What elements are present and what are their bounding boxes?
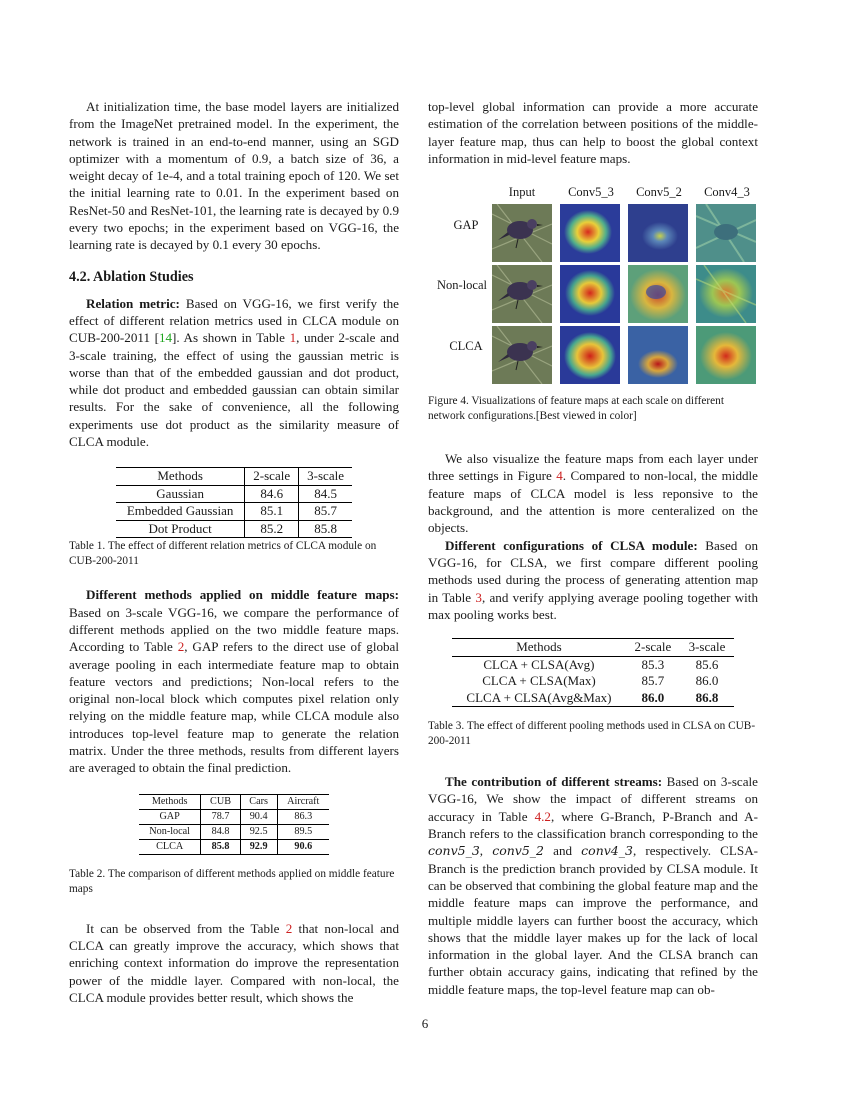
- paragraph-observation: It can be observed from the Table 2 that non-local and CLCA can greatly improve the accuracy, which shows that enriching context information do improve the representation power of the middle layer. Compared with non-local, the CLCA module provides better result, which shows the: [69, 920, 400, 1005]
- paragraph-relation-metric: Relation metric: Based on VGG-16, we first verify the effect of different relation metrics used in CLCA module on CUB-200-2011 [14]. As shown in Table 1, under 2-scale and 3-scale training, the effect of using the gaussian metric is worse than that of the embedded gaussian and dot product, while dot product and embedded gaussian can obtain similar results. For the sake of convenience, all the following experiments use dot product as the similarity measure of CLCA module.: [69, 295, 399, 450]
- paragraph-clsa-config: Different configurations of CLSA module: Based on VGG-16, for CLSA, we first compare different pooling methods used during the process of generating attention map in Table 3, and verify applying average pooling together with max pooling works best.: [428, 537, 758, 622]
- conv5-3-heatmap-nonlocal: [560, 265, 620, 323]
- bird-input-image: [492, 265, 552, 323]
- left-column: [69, 98, 399, 1006]
- figure-column-header: Conv5_3: [568, 185, 614, 200]
- table-1-caption: Table 1. The effect of different relation metrics of CLCA module on CUB-200-2011: [69, 540, 377, 568]
- table-1: [116, 467, 352, 538]
- conv5-2-heatmap-nonlocal: [628, 265, 688, 323]
- table-link[interactable]: 1: [289, 330, 297, 346]
- run-in-heading: Different methods applied on middle feature maps:: [86, 587, 399, 603]
- conv4-3-heatmap-clca: [696, 326, 756, 384]
- paragraph-continuation: top-level global information can provide a more accurate estimation of the correlation between positions of the middle-layer feature map, thus can help to boost the global context information in mid-level feature maps.: [428, 99, 758, 166]
- table-row: Non-local 84.8 92.5 89.5: [139, 824, 329, 839]
- run-in-heading: The contribution of different streams:: [445, 774, 663, 790]
- table-row: Dot Product 85.2 85.8: [116, 520, 352, 538]
- figure-column-header: Conv5_2: [636, 185, 682, 200]
- table-link[interactable]: 2: [177, 639, 185, 655]
- table-header: Methods: [516, 639, 562, 655]
- table-header: Aircraft: [287, 795, 320, 807]
- run-in-heading: Different configurations of CLSA module:: [445, 537, 698, 553]
- bird-input-image: [492, 326, 552, 384]
- table-2-caption: Table 2. The comparison of different methods applied on middle feature maps: [69, 867, 395, 895]
- bird-input-image: [492, 204, 552, 262]
- table-row: GAP 78.7 90.4 86.3: [139, 809, 329, 824]
- table-row: CLCA 85.8 92.9 90.6: [139, 839, 329, 854]
- run-in-heading: Relation metric:: [86, 295, 180, 311]
- table-link[interactable]: 4.2: [534, 808, 551, 824]
- figure-4-caption: Figure 4. Visualizations of feature maps at each scale on different network configurations.[Best viewed in color]: [428, 395, 724, 423]
- table-row: CLCA + CLSA(Max) 85.7 86.0: [482, 673, 719, 689]
- conv5-2-heatmap-clca: [628, 326, 688, 384]
- figure-row-label: Non-local: [437, 278, 487, 293]
- conv4-3-heatmap-gap: [696, 204, 756, 262]
- conv5-3-heatmap-gap: [560, 204, 620, 262]
- table-header: Cars: [240, 794, 277, 809]
- right-column: [428, 98, 758, 998]
- table-2: [139, 794, 329, 855]
- figure-column-header: Input: [508, 185, 536, 200]
- figure-column-header: Conv4_3: [704, 185, 750, 200]
- table-header: 3-scale: [688, 639, 726, 655]
- table-row: CLCA + CLSA(Avg) 85.3 85.6: [483, 656, 719, 672]
- table-header: 2-scale: [245, 468, 299, 486]
- table-row: Gaussian 84.6 84.5: [116, 485, 352, 503]
- table-header: Methods: [116, 468, 245, 486]
- paragraph-visualize: We also visualize the feature maps from each layer under three settings in Figure 4. Compared to non-local, the middle feature maps of CLCA model is less reponsive to the background, and the attention is more centeralized on the objects.: [428, 451, 758, 536]
- figure-row-label: CLCA: [449, 339, 483, 354]
- table-link[interactable]: 2: [285, 920, 293, 936]
- paragraph-streams: The contribution of different streams: Based on 3-scale VGG-16, We show the impact of different streams on accuracy in Table 4.2, where G-Branch, P-Branch and A-Branch refers to the classification branch corresponding to the conv5_3, conv5_2 and conv4_3, respectively. CLSA-Branch is the prediction branch provided by CLSA module. It can be observed that combining the global feature map and the middle feature maps can improve the performance, and multiple middle layers can further boost the accuracy, which shows that the middle layer makes up for the lack of local information in the global layer. And the CLSA branch can further obtain accuracy gains, indicating that refined by the middle feature maps, the top-level feature map can ob-: [428, 774, 759, 997]
- table-header: CUB: [201, 794, 240, 809]
- page-number: 6: [421, 1016, 429, 1031]
- table-3-caption: Table 3. The effect of different pooling methods used in CLSA on CUB-200-2011: [428, 720, 756, 748]
- table-row: Embedded Gaussian 85.1 85.7: [116, 503, 352, 521]
- conv4-3-heatmap-nonlocal: [696, 265, 756, 323]
- figure-4: [428, 185, 758, 403]
- paragraph-initialization: At initialization time, the base model layers are initialized from the ImageNet pretrained model. In the experiment, the network is trained in an end-to-end manner, using an SGD optimizer with a momentum of 0.9, a batch size of 36, a weight decay of 1e-4, and a total training epoch of 120. We set the initial learning rate to 0.01. In the experiment based on ResNet-50 and ResNet-101, the learning rate is decayed by 0.9 every two epochs; in the experiment based on VGG-16, the learning rate is decayed by 0.1 every 30 epochs.: [69, 99, 399, 253]
- citation-link[interactable]: 14: [158, 330, 173, 346]
- table-3: [452, 638, 734, 707]
- figure-link[interactable]: 4: [556, 468, 563, 484]
- table-header: 3-scale: [307, 468, 344, 484]
- conv5-2-heatmap-gap: [628, 204, 688, 262]
- table-header: 2-scale: [634, 639, 672, 655]
- section-title-ablation: 4.2. Ablation Studies: [69, 268, 194, 285]
- conv5-3-heatmap-clca: [560, 326, 620, 384]
- table-header: Methods: [139, 794, 201, 809]
- paragraph-middle-methods: Different methods applied on middle feature maps: Based on 3-scale VGG-16, we compare the performance of different methods applied on the two middle feature maps. According to Table 2, GAP refers to the direct use of global average pooling in each intermediate feature map to obtain feature vectors and predictions; Non-local refers to the original non-local block which computes pixel relation only relying on the middle feature map, while CLCA module also introduces top-level feature map to generate the relation matrix. Under the three methods, results from different layers are averaged to obtain the final prediction.: [69, 587, 399, 776]
- figure-row-label: GAP: [453, 218, 479, 233]
- table-row: CLCA + CLSA(Avg&Max) 86.0 86.8: [452, 690, 734, 707]
- table-link[interactable]: 3: [475, 589, 482, 605]
